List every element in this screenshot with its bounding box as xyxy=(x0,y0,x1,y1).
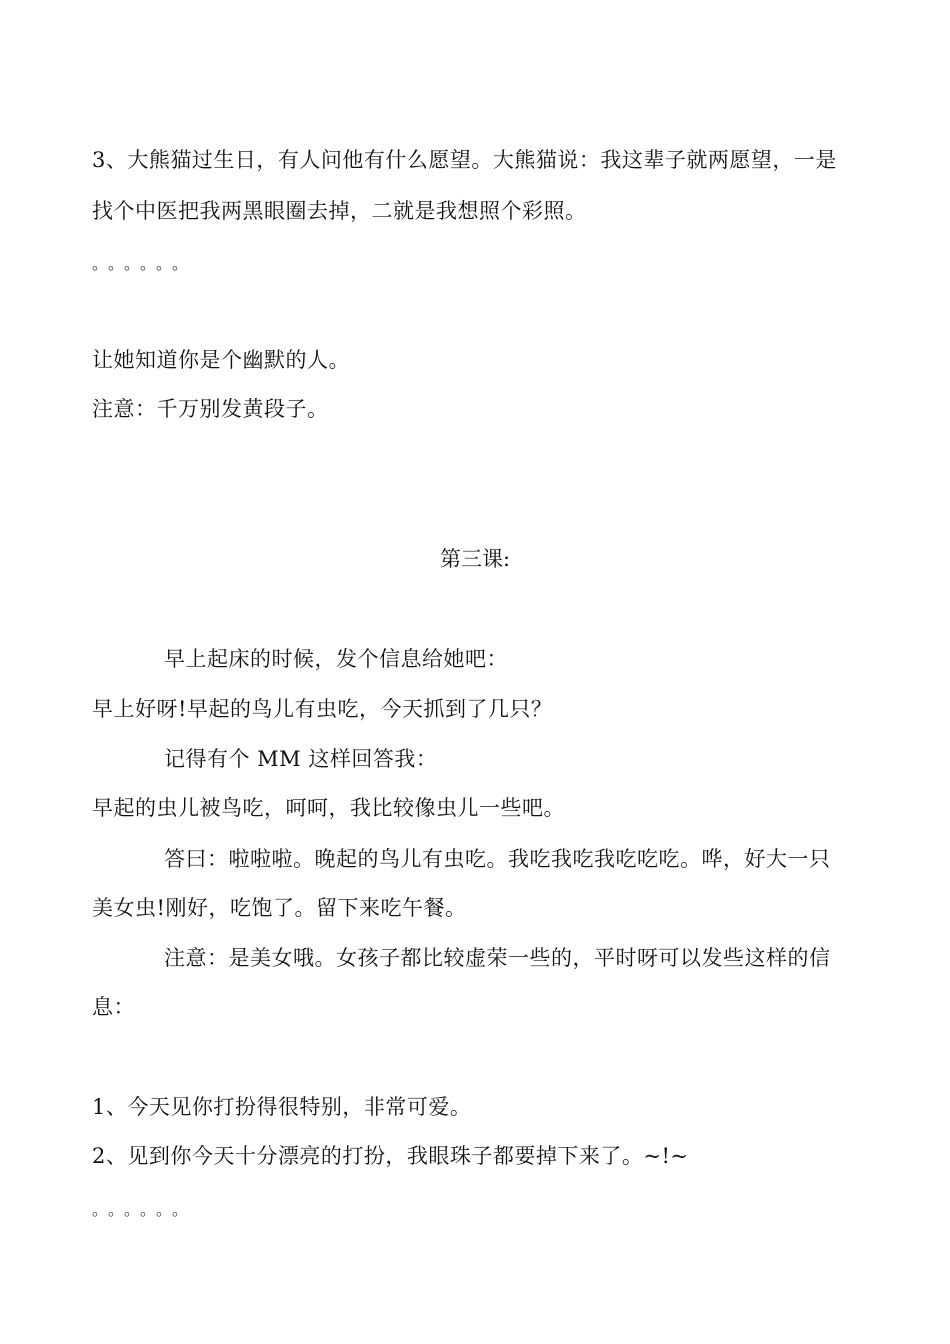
mm-reply-line: 早起的虫儿被鸟吃，呵呵，我比较像虫儿一些吧。 xyxy=(92,796,565,820)
answer-line-2: 美女虫!刚好，吃饱了。留下来吃午餐。 xyxy=(92,896,467,920)
ellipsis-dots: 。。。。。。 xyxy=(92,254,197,273)
example-message: 早上好呀!早起的鸟儿有虫吃，今天抓到了几只？ xyxy=(92,697,553,721)
note-line: 注意：千万别发黄段子。 xyxy=(92,397,329,421)
answer-line-1: 答曰：啦啦啦。晚起的鸟儿有虫吃。我吃我吃我吃吃吃。哗，好大一只 xyxy=(164,847,831,871)
intro-line: 早上起床的时候，发个信息给她吧： xyxy=(164,647,508,671)
note-line-1: 注意：是美女哦。女孩子都比较虚荣一些的，平时呀可以发些这样的信 xyxy=(164,946,831,970)
summary-line: 让她知道你是个幽默的人。 xyxy=(92,348,350,372)
joke-line-2: 找个中医把我两黑眼圈去掉，二就是我想照个彩照。 xyxy=(92,199,587,223)
recall-line: 记得有个 MM 这样回答我： xyxy=(164,747,438,771)
section-heading: 第三课: xyxy=(439,547,511,571)
ellipsis-dots-bottom: 。。。。。。 xyxy=(92,1200,197,1219)
note-line-2: 息： xyxy=(92,995,135,1019)
joke-line-1: 3、大熊猫过生日，有人问他有什么愿望。大熊猫说：我这辈子就两愿望，一是 xyxy=(92,148,837,172)
list-item-2: 2、见到你今天十分漂亮的打扮，我眼珠子都要掉下来了。~!~ xyxy=(92,1144,689,1168)
list-item-1: 1、今天见你打扮得很特别，非常可爱。 xyxy=(92,1095,472,1119)
